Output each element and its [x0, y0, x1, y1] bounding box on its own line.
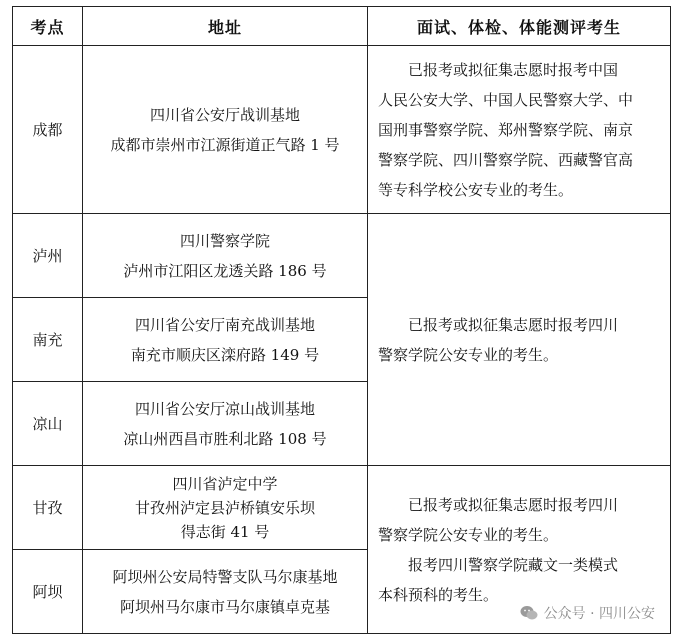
address-nanchong: 四川省公安厅南充战训基地 南充市顺庆区滦府路 149 号 [83, 298, 368, 382]
table-header-row [13, 7, 671, 46]
watermark-text: 公众号 · 四川公安 [543, 606, 655, 622]
site-aba: 阿坝 [13, 550, 83, 634]
address-ganzi: 四川省泸定中学 甘孜州泸定县泸桥镇安乐坝 得志街 41 号 [83, 466, 368, 550]
address-liangshan: 四川省公安厅凉山战训基地 凉山州西昌市胜利北路 108 号 [83, 382, 368, 466]
wechat-icon [520, 605, 538, 621]
site-chengdu: 成都 [13, 46, 83, 214]
site-ganzi: 甘孜 [13, 466, 83, 550]
header-candidates: 面试、体检、体能测评考生 [368, 7, 671, 46]
exam-sites-table [12, 6, 671, 634]
site-nanchong: 南充 [13, 298, 83, 382]
site-liangshan: 凉山 [13, 382, 83, 466]
requirement-ganzi-aba: 已报考或拟征集志愿时报考四川 警察学院公安专业的考生。 报考四川警察学院藏文一类模式 本科预科的考生。 [368, 466, 671, 634]
table-row [13, 466, 671, 550]
header-address: 地址 [83, 7, 368, 46]
table-row [13, 214, 671, 298]
requirement-luzhou-nanchong-liangshan: 已报考或拟征集志愿时报考四川 警察学院公安专业的考生。 [368, 214, 671, 466]
header-site: 考点 [13, 7, 83, 46]
address-chengdu: 四川省公安厅战训基地 成都市崇州市江源街道正气路 1 号 [83, 46, 368, 214]
requirement-chengdu: 已报考或拟征集志愿时报考中国 人民公安大学、中国人民警察大学、中 国刑事警察学院、郑州警察学院、南京 警察学院、四川警察学院、西藏警官高 等专科学校公安专业的考生。 [368, 46, 671, 214]
table-row [13, 46, 671, 214]
address-aba: 阿坝州公安局特警支队马尔康基地 阿坝州马尔康市马尔康镇卓克基 [83, 550, 368, 634]
address-luzhou: 四川警察学院 泸州市江阳区龙透关路 186 号 [83, 214, 368, 298]
wechat-watermark [516, 601, 659, 625]
site-luzhou: 泸州 [13, 214, 83, 298]
